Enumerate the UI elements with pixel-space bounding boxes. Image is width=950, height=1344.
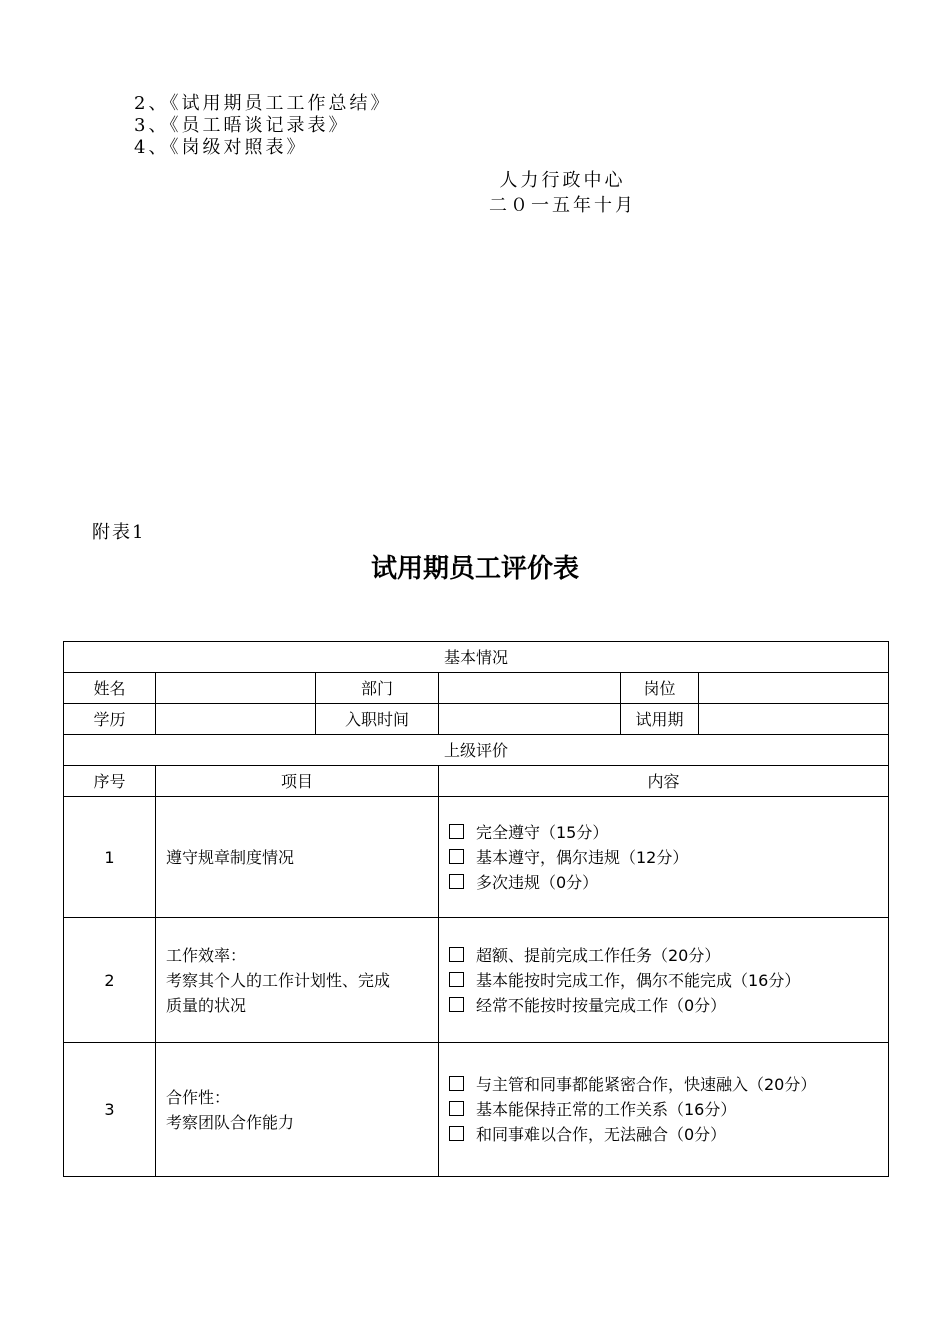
- row-item-text: 考察其个人的工作计划性、完成: [166, 970, 391, 990]
- option[interactable]: 与主管和同事都能紧密合作，快速融入（20分）: [449, 1072, 878, 1097]
- section-supervisor-eval: 上级评价: [64, 735, 889, 766]
- signature-block: [480, 168, 645, 218]
- checkbox-icon[interactable]: [449, 874, 464, 889]
- checkbox-icon[interactable]: [449, 1101, 464, 1116]
- checkbox-icon[interactable]: [449, 997, 464, 1012]
- label-name: 姓名: [64, 673, 156, 704]
- field-department[interactable]: [439, 673, 621, 704]
- field-name[interactable]: [156, 673, 316, 704]
- row-options: [439, 1043, 889, 1177]
- row-number: 3: [64, 1043, 156, 1177]
- option[interactable]: 超额、提前完成工作任务（20分）: [449, 943, 878, 968]
- option[interactable]: 多次违规（0分）: [449, 870, 878, 895]
- row-item-text: 考察团队合作能力: [166, 1112, 295, 1132]
- checkbox-icon[interactable]: [449, 1076, 464, 1091]
- row-item: [156, 797, 439, 918]
- row-item: [156, 918, 439, 1043]
- header-content: 内容: [439, 766, 889, 797]
- section-basic-info: 基本情况: [64, 642, 889, 673]
- row-item-text: 质量的状况: [166, 995, 247, 1015]
- attachment-item: 3、《员工晤谈记录表》: [134, 115, 350, 136]
- form-title: 试用期员工评价表: [370, 554, 579, 584]
- table-row: [64, 1043, 889, 1177]
- table-row: [64, 797, 889, 918]
- evaluation-table: [63, 641, 889, 1177]
- signature-date: 二０一五年十月: [489, 195, 636, 216]
- attachment-item: 4、《岗级对照表》: [134, 137, 308, 158]
- field-education[interactable]: [156, 704, 316, 735]
- row-number: 2: [64, 918, 156, 1043]
- row-item: [156, 1043, 439, 1177]
- option[interactable]: 基本能保持正常的工作关系（16分）: [449, 1097, 878, 1122]
- label-education: 学历: [64, 704, 156, 735]
- checkbox-icon[interactable]: [449, 824, 464, 839]
- row-item-text: 合作性：: [166, 1087, 231, 1107]
- label-department: 部门: [316, 673, 439, 704]
- header-item: 项目: [156, 766, 439, 797]
- checkbox-icon[interactable]: [449, 849, 464, 864]
- checkbox-icon[interactable]: [449, 947, 464, 962]
- field-position[interactable]: [699, 673, 889, 704]
- option[interactable]: 基本能按时完成工作，偶尔不能完成（16分）: [449, 968, 878, 993]
- field-probation[interactable]: [699, 704, 889, 735]
- row-number: 1: [64, 797, 156, 918]
- checkbox-icon[interactable]: [449, 972, 464, 987]
- row-item-text: 遵守规章制度情况: [166, 847, 295, 867]
- option[interactable]: 和同事难以合作，无法融合（0分）: [449, 1122, 878, 1147]
- option[interactable]: 完全遵守（15分）: [449, 820, 878, 845]
- label-probation: 试用期: [621, 704, 699, 735]
- option[interactable]: 经常不能按时按量完成工作（0分）: [449, 993, 878, 1018]
- field-hire-date[interactable]: [439, 704, 621, 735]
- label-hire-date: 入职时间: [316, 704, 439, 735]
- table-row: [64, 918, 889, 1043]
- row-options: [439, 797, 889, 918]
- option[interactable]: 基本遵守，偶尔违规（12分）: [449, 845, 878, 870]
- signature-department: 人力行政中心: [499, 170, 626, 191]
- label-position: 岗位: [621, 673, 699, 704]
- attachment-item: 2、《试用期员工工作总结》: [134, 93, 392, 114]
- checkbox-icon[interactable]: [449, 1126, 464, 1141]
- header-no: 序号: [64, 766, 156, 797]
- row-item-text: 工作效率：: [166, 945, 247, 965]
- row-options: [439, 918, 889, 1043]
- attachment-list: [134, 93, 391, 159]
- appendix-label: 附表1: [92, 522, 146, 543]
